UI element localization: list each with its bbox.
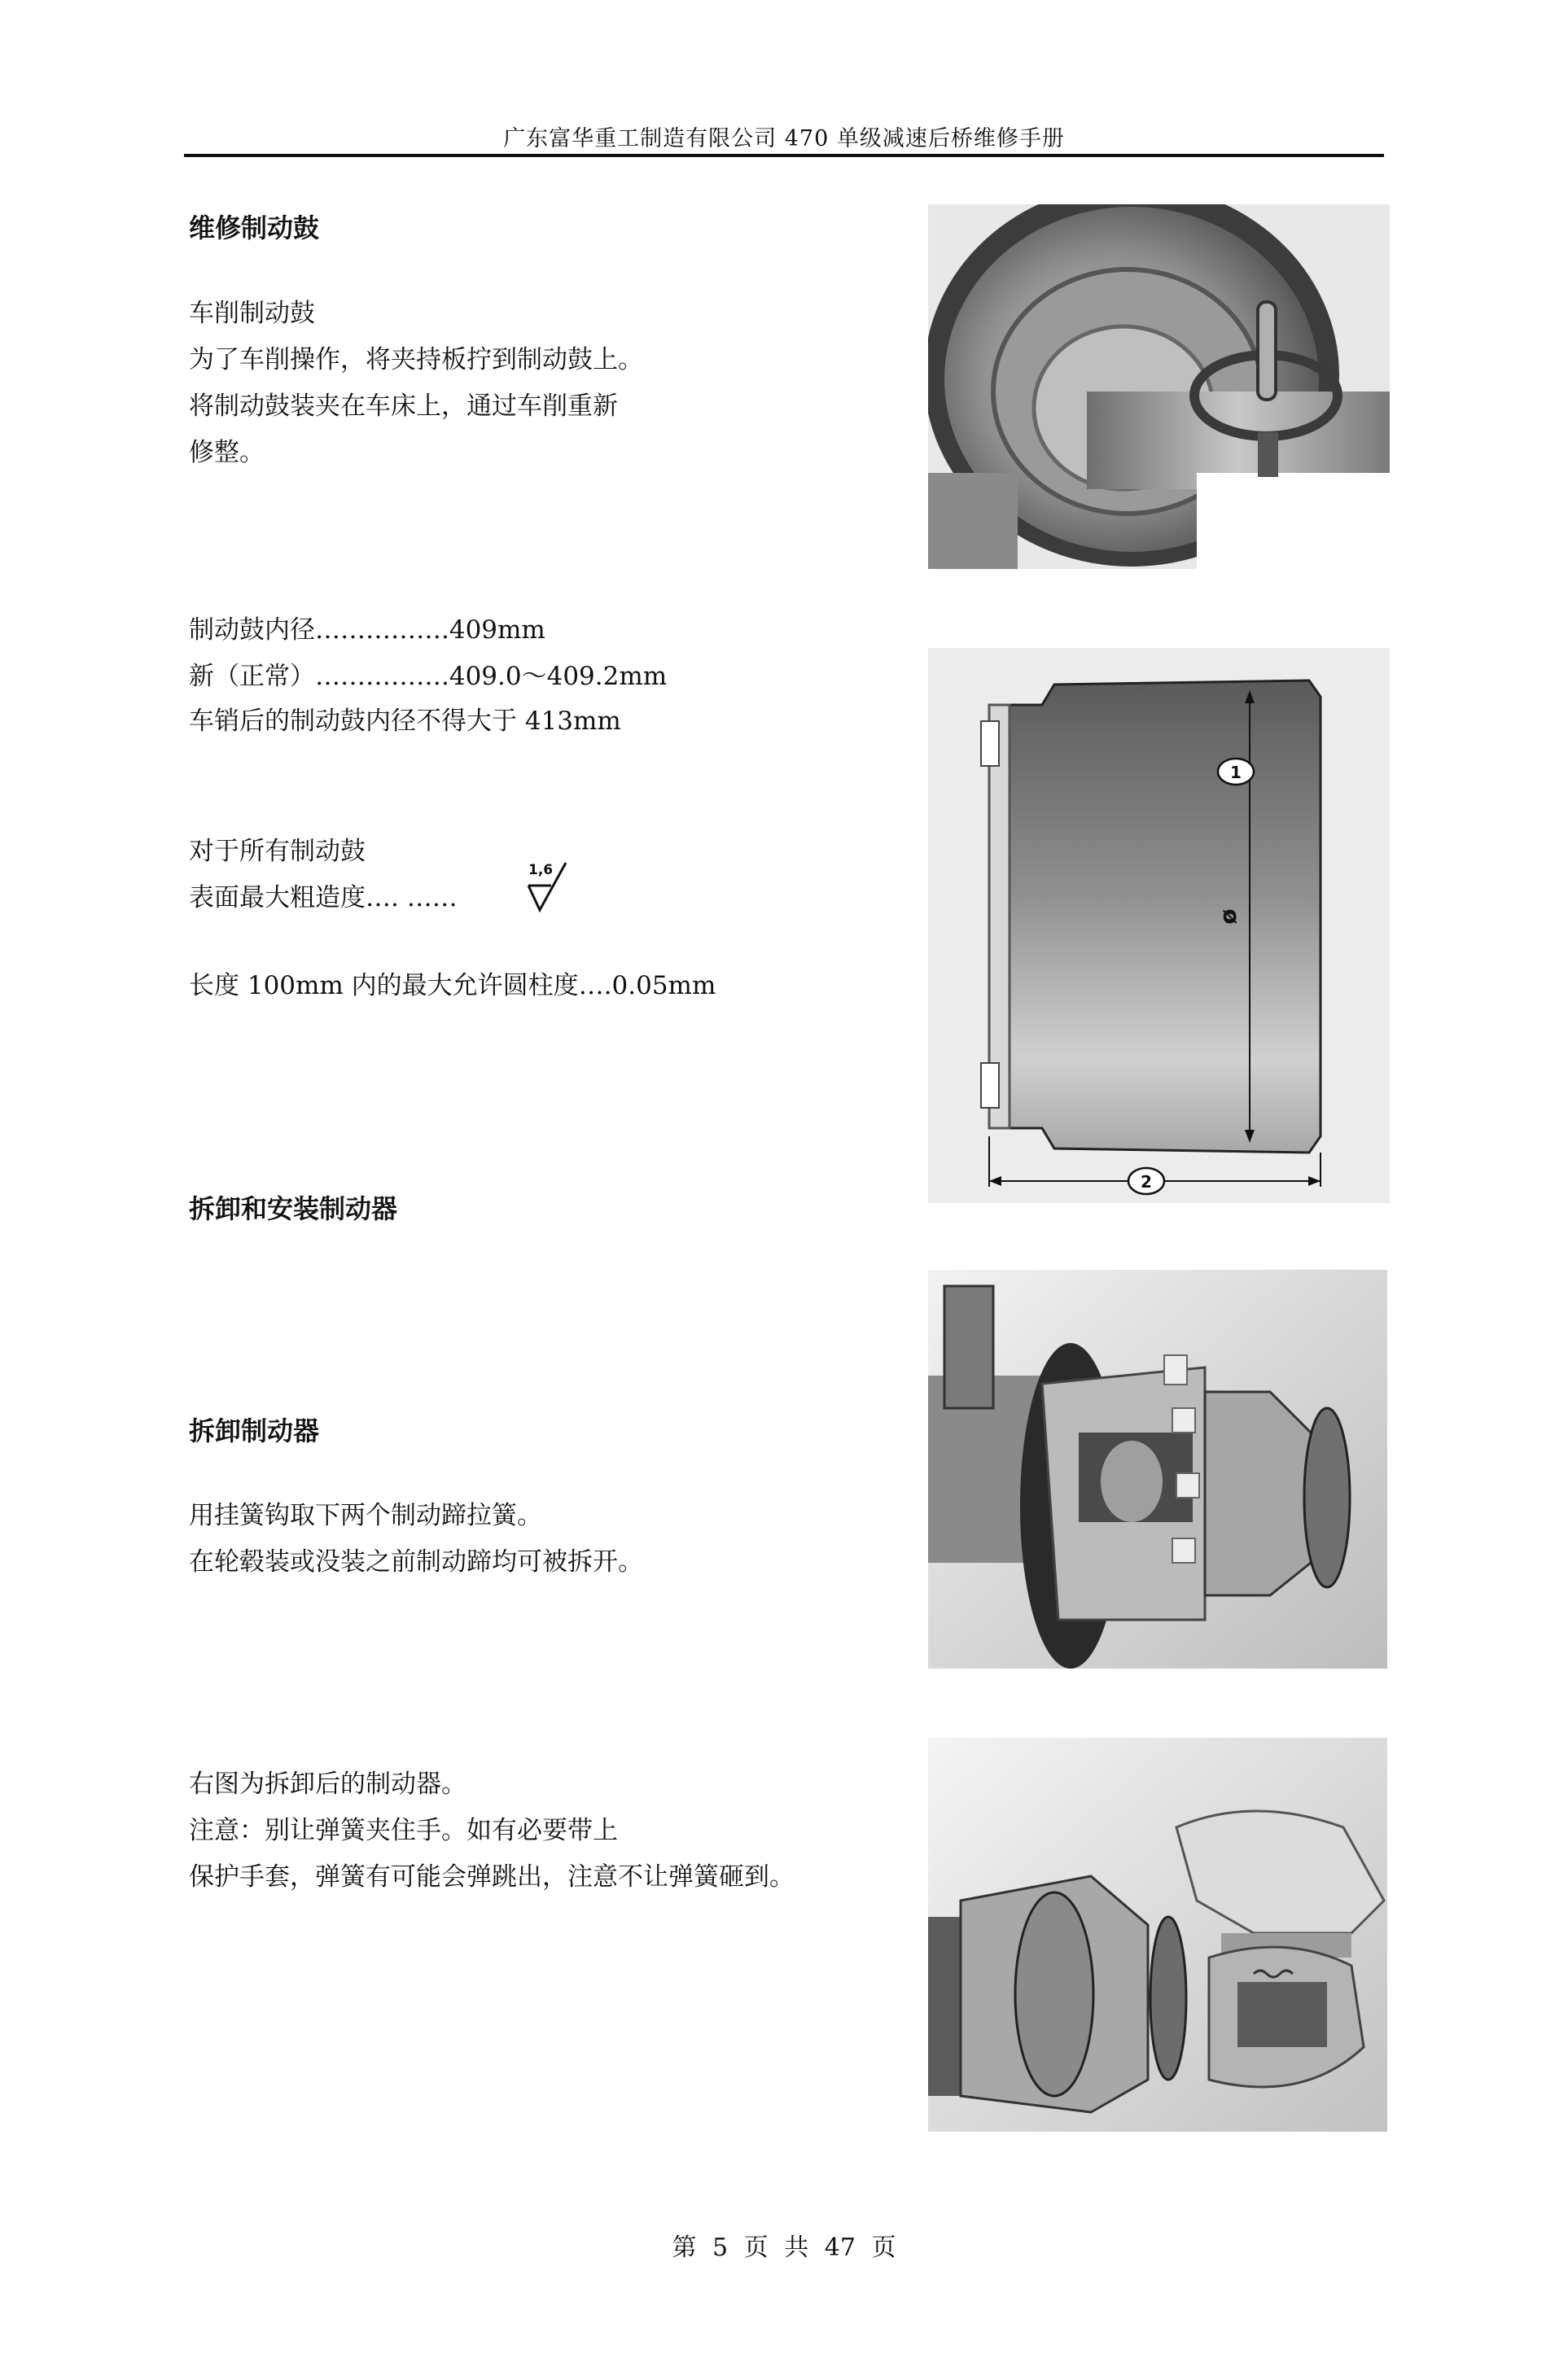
text-line: 在轮毂装或没装之前制动蹄均可被拆开。 (189, 1547, 643, 1577)
text-line: 为了车削操作，将夹持板拧到制动鼓上。 (189, 345, 643, 374)
text-line: 注意：别让弹簧夹住手。如有必要带上 (189, 1816, 618, 1845)
svg-text:2: 2 (1141, 1172, 1152, 1192)
page-number: 第 5 页 共 47 页 (672, 2233, 896, 2262)
section-heading-remove-brake: 拆卸制动器 (189, 1415, 320, 1446)
spec-roughness: 表面最大粗造度…. …… (189, 883, 458, 912)
text-line: 右图为拆卸后的制动器。 (189, 1770, 466, 1799)
spec-new-normal: 新（正常）…………….409.0～409.2mm (189, 662, 668, 691)
diameter-symbol: ø (1215, 908, 1242, 925)
spec-inner-diameter: 制动鼓内径…………….409mm (189, 615, 545, 645)
section4-text (189, 1761, 795, 1901)
header-divider (184, 154, 1384, 157)
text-line: 将制动鼓装夹在车床上，通过车削重新 (189, 392, 618, 421)
text-line: 保护手套，弹簧有可能会弹跳出，注意不让弹簧砸到。 (189, 1862, 795, 1892)
svg-text:1: 1 (1230, 763, 1242, 782)
text-line: 修整。 (189, 438, 265, 467)
photo-disassembled-brake (928, 1738, 1387, 2132)
spec-max-after-turning: 车销后的制动鼓内径不得大于 413mm (189, 707, 621, 736)
section-heading-maintain-drum: 维修制动鼓 (189, 212, 320, 243)
subheading-turning-drum: 车削制动鼓 (189, 299, 315, 328)
spec-all-drums: 对于所有制动鼓 (189, 837, 366, 866)
section-heading-remove-install-brake: 拆卸和安装制动器 (189, 1193, 398, 1224)
callout-1 (1218, 759, 1254, 785)
drum-cross-section-diagram (928, 648, 1390, 1203)
spec-cylindricity: 长度 100mm 内的最大允许圆柱度….0.05mm (189, 971, 716, 1000)
text-line: 用挂簧钩取下两个制动蹄拉簧。 (189, 1501, 542, 1530)
page-header-title: 广东富华重工制造有限公司 470 单级减速后桥维修手册 (503, 126, 1065, 151)
section3-text (189, 1493, 643, 1586)
photo-brake-assembly (928, 1270, 1387, 1669)
surface-roughness-icon (523, 856, 582, 915)
section1-text (189, 291, 643, 476)
callout-2 (1128, 1168, 1164, 1194)
photo-drum-on-lathe (928, 204, 1390, 569)
roughness-value: 1,6 (528, 862, 554, 878)
